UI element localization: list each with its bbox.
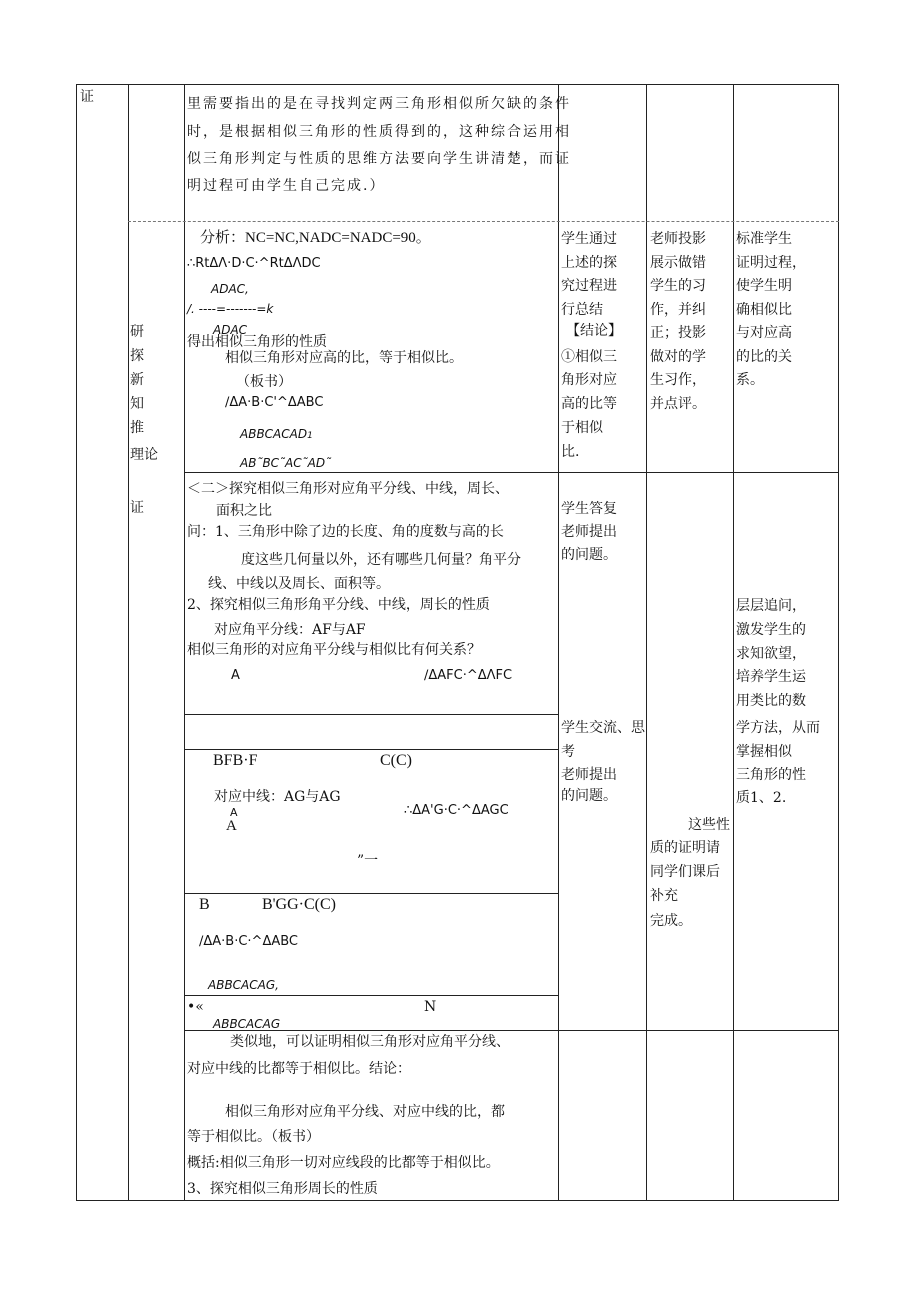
- student2-text-3: 高的比等: [561, 396, 617, 412]
- ratio-line-1-sub: 1: [307, 431, 313, 441]
- student-b-text-2: 考: [561, 744, 575, 760]
- purpose-text-6: 的比的关: [736, 349, 792, 365]
- row4-item-3: 3、探究相似三角形周长的性质: [187, 1181, 378, 1197]
- similarity-agc: ∴ΔA'G·C·^ΔAGC: [404, 803, 509, 818]
- fraction-numerator: ADAC,: [211, 282, 249, 296]
- board-note: （板书）: [236, 374, 292, 390]
- rt-similarity-line: ∴RtΔΛ·D·C·^RtΔΛDC: [187, 256, 321, 271]
- purpose-b-text-3: 求知欲望，: [736, 646, 806, 662]
- student-b-text-1: 学生交流、思: [561, 720, 645, 736]
- col1-label: 证: [80, 89, 94, 105]
- top-paragraph-line-4: 明过程可由学生自己完成.）: [187, 178, 386, 194]
- label-b: B: [199, 896, 210, 913]
- purpose-text-4: 确相似比: [736, 302, 792, 318]
- similarity-afc: ∕ΔAFC·^ΔΛFC: [424, 668, 513, 683]
- label-bggcc: B'GG·C(C): [262, 896, 336, 913]
- cutoff-text: 得出相似三角形的性质: [187, 334, 327, 350]
- figure-label-a-small: A: [230, 806, 238, 819]
- question-line-1: 问：1、三角形中除了边的长度、角的度数与高的长: [187, 524, 504, 540]
- stage-char-6: 理论: [130, 447, 158, 463]
- purpose-text-1: 标准学生: [736, 231, 792, 247]
- label-bfbf: BFB·F: [213, 752, 258, 769]
- stage-char-5: 推: [130, 420, 144, 436]
- purpose-b-text-5: 用类比的数: [736, 693, 806, 709]
- teacher-b-text-4: 补充: [650, 888, 678, 904]
- purpose-b-text-8: 三角形的性: [736, 767, 806, 783]
- purpose-b-text-9: 质1、2.: [736, 790, 787, 806]
- student2-text-1: ①相似三: [561, 349, 617, 365]
- table-col-divider-3: [558, 84, 559, 1200]
- top-paragraph-line-2: 时，是根据相似三角形的性质得到的，这种综合运用相: [187, 124, 571, 140]
- sub-divider-3: [184, 893, 559, 894]
- teacher-text-2: 展示做错: [650, 255, 706, 271]
- table-col-divider-5: [733, 84, 734, 1200]
- purpose-b-text-4: 培养学生运: [736, 669, 806, 685]
- ratio-line-1: [240, 426, 313, 444]
- bisector-question: 相似三角形的对应角平分线与相似比有何关系？: [187, 642, 481, 658]
- purpose-text-5: 与对应高: [736, 325, 792, 341]
- stage-char-7: 证: [130, 500, 144, 516]
- table-border-left: [76, 84, 77, 1200]
- bisector-label: 对应角平分线：AF与AF: [214, 622, 366, 638]
- purpose-b-text-2: 激发学生的: [736, 622, 806, 638]
- similarity-abc: ∕ΔA·B·C·^ΔABC: [199, 934, 299, 949]
- ratio-ag-2: ABBCACAG: [213, 1017, 281, 1031]
- stage-char-2: 探: [130, 348, 144, 364]
- analysis-line: 分析：NC=NC,NADC=NADC=90。: [200, 230, 431, 246]
- student-text-4: 行总结: [561, 302, 603, 318]
- row4-paragraph-1a: 类似地，可以证明相似三角形对应角平分线、: [230, 1034, 510, 1050]
- purpose-text-3: 使学生明: [736, 278, 792, 294]
- section-heading: ＜二＞探究相似三角形对应角平分线、中线，周长、: [187, 481, 509, 497]
- quote-mark: ”一: [357, 853, 379, 869]
- top-paragraph-line-3: 似三角形判定与性质的思维方法要向学生讲清楚，而证: [187, 151, 571, 167]
- student-text-1: 学生通过: [561, 231, 617, 247]
- row-divider-3: [184, 1030, 839, 1031]
- student-a-text-1: 学生答复: [561, 501, 617, 517]
- stage-char-4: 知: [130, 396, 144, 412]
- teacher-text-7: 生习作，: [650, 372, 706, 388]
- section-heading-2: 面积之比: [216, 503, 272, 519]
- ratio-line-2: AB˜BC˜AC˜AD˜: [240, 456, 332, 470]
- top-paragraph-line-1: 里需要指出的是在寻找判定两三角形相似所欠缺的条件: [187, 96, 571, 112]
- student2-text-5: 比.: [561, 444, 580, 460]
- table-col-divider-4: [646, 84, 647, 1200]
- sub-divider-1: [184, 714, 559, 715]
- item-2-heading: 2、探究相似三角形角平分线、中线，周长的性质: [187, 597, 490, 613]
- row4-paragraph-1b: 对应中线的比都等于相似比。结论：: [187, 1061, 411, 1077]
- fraction-line: /. ----=-------=k: [187, 302, 274, 316]
- question-line-3: 线、中线以及周长、面积等。: [208, 576, 390, 592]
- conclusion-tag: 【结论】: [566, 323, 622, 339]
- bullet-mark: •«: [187, 999, 204, 1015]
- student-text-2: 上述的探: [561, 255, 617, 271]
- row4-paragraph-2a: 相似三角形对应角平分线、对应中线的比，都: [225, 1104, 505, 1120]
- ratio-ag: ABBCACAG,: [208, 978, 279, 992]
- teacher-text-5: 正；投影: [650, 325, 706, 341]
- teacher-text-4: 作，并纠: [650, 302, 706, 318]
- n-mark: N: [424, 999, 437, 1015]
- figure-label-a-2: A: [226, 818, 237, 834]
- student-a-text-3: 的问题。: [561, 547, 617, 563]
- question-line-2: 度这些几何量以外，还有哪些几何量？角平分: [241, 552, 521, 568]
- student-text-3: 究过程进: [561, 278, 617, 294]
- table-col-divider-2: [184, 84, 185, 1200]
- median-label: 对应中线：AG与AG: [214, 789, 341, 805]
- student2-text-4: 于相似: [561, 420, 603, 436]
- row-divider-1: [128, 221, 839, 222]
- student-b-text-3: 老师提出: [561, 767, 617, 783]
- student-a-text-2: 老师提出: [561, 524, 617, 540]
- purpose-b-text-6: 学方法，从而: [736, 720, 820, 736]
- stage-char-3: 新: [130, 372, 144, 388]
- row4-paragraph-2b: 等于相似比。（板书）: [187, 1129, 320, 1145]
- teacher-b-text-3: 同学们课后: [650, 864, 720, 880]
- sub-divider-4: [184, 995, 559, 996]
- purpose-text-7: 系。: [736, 372, 764, 388]
- purpose-b-text-1: 层层追问，: [736, 598, 806, 614]
- row4-summary: 概括:相似三角形一切对应线段的比都等于相似比。: [187, 1155, 500, 1171]
- student2-text-2: 角形对应: [561, 372, 617, 388]
- ratio-line-1-text: ABBCACAD: [240, 427, 308, 441]
- purpose-b-text-7: 掌握相似: [736, 744, 792, 760]
- cutoff-text-clip: [187, 334, 357, 350]
- teacher-b-text-1: 这些性: [688, 817, 730, 833]
- table-border-bottom: [76, 1200, 839, 1201]
- teacher-text-1: 老师投影: [650, 231, 706, 247]
- purpose-text-2: 证明过程，: [736, 255, 806, 271]
- sub-divider-2: [184, 749, 559, 750]
- teacher-b-text-2: 质的证明请: [650, 840, 720, 856]
- student-b-text-4: 的问题。: [561, 788, 617, 804]
- similarity-line: ∕ΔA·B·C'^ΔABC: [225, 395, 324, 410]
- teacher-text-3: 学生的习: [650, 278, 706, 294]
- conclusion-line: 相似三角形对应高的比，等于相似比。: [225, 350, 463, 366]
- table-border-right: [838, 84, 839, 1200]
- teacher-text-6: 做对的学: [650, 349, 706, 365]
- label-cc: C(C): [380, 752, 412, 769]
- teacher-text-8: 并点评。: [650, 396, 706, 412]
- table-col-divider-1: [128, 84, 129, 1200]
- teacher-b-text-5: 完成。: [650, 913, 692, 929]
- figure-label-a: A: [231, 668, 240, 683]
- table-border-top: [76, 84, 839, 85]
- row-divider-2: [184, 472, 839, 473]
- fraction-denominator: ADAC: [213, 323, 248, 337]
- stage-char-1: 研: [130, 324, 144, 340]
